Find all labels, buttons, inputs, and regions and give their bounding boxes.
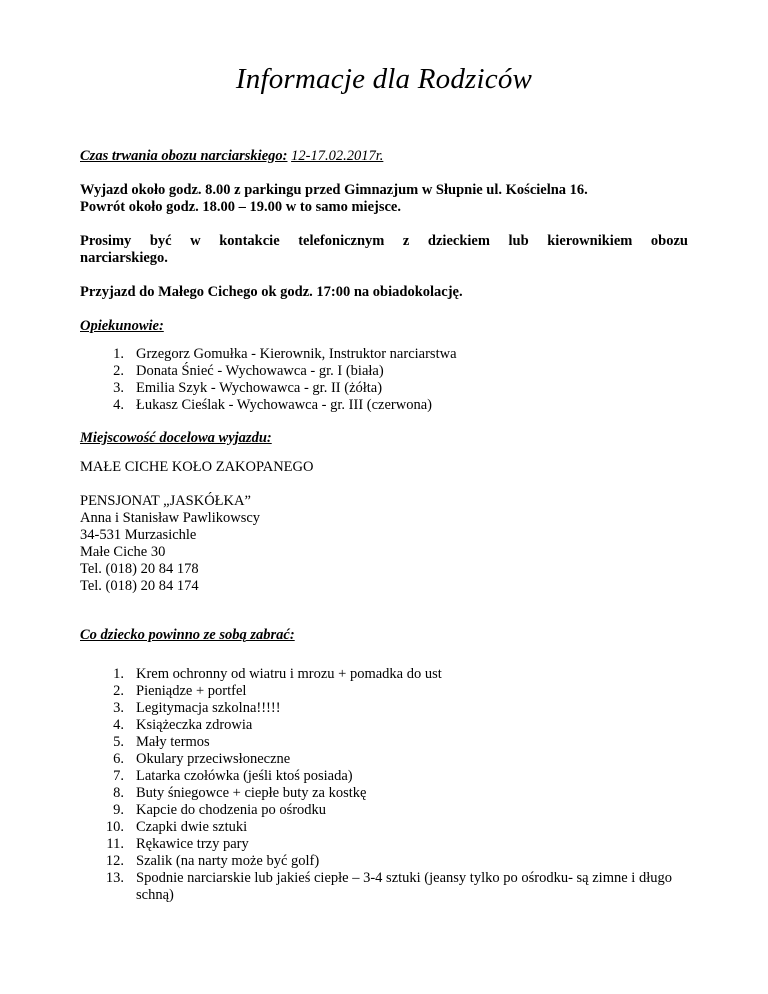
packing-item-text: Szalik (na narty może być golf) <box>136 853 320 869</box>
packing-item <box>80 683 688 700</box>
packing-list <box>80 666 688 904</box>
packing-item-text: Kapcie do chodzenia po ośrodku <box>136 802 327 818</box>
guardian-item-number: 4. <box>113 397 124 413</box>
contact-info <box>80 233 688 267</box>
packing-item-text: Buty śniegowce + ciepłe buty za kostkę <box>136 785 367 801</box>
packing-heading: Co dziecko powinno ze sobą zabrać: <box>80 627 295 643</box>
guardian-item-number: 2. <box>113 363 124 379</box>
packing-item <box>80 870 688 904</box>
address-line: Tel. (018) 20 84 178 <box>80 561 199 577</box>
packing-item-number: 1. <box>113 666 124 682</box>
packing-item-text: Krem ochronny od wiatru i mrozu + pomadka do ust <box>136 666 442 682</box>
packing-item <box>80 819 688 836</box>
destination-place: MAŁE CICHE KOŁO ZAKOPANEGO <box>80 459 314 475</box>
address-line: 34-531 Murzasichle <box>80 527 197 543</box>
packing-item <box>80 734 688 751</box>
packing-item-text: Spodnie narciarskie lub jakieś ciepłe – 3-4 sztuki (jeansy tylko po ośrodku- są zimne i długo schną) <box>136 870 672 903</box>
guardian-item-number: 3. <box>113 380 124 396</box>
packing-item-number: 11. <box>106 836 124 852</box>
guardians-list <box>80 346 688 414</box>
packing-item-text: Książeczka zdrowia <box>136 717 253 733</box>
duration-value: 12-17.02.2017r. <box>291 148 384 164</box>
address-line: Małe Ciche 30 <box>80 544 166 560</box>
guardian-item <box>80 363 688 380</box>
packing-item <box>80 751 688 768</box>
packing-item <box>80 836 688 853</box>
guardian-item-number: 1. <box>113 346 124 362</box>
arrival-info: Przyjazd do Małego Cichego ok godz. 17:00 na obiadokolację. <box>80 284 463 300</box>
guardian-item <box>80 380 688 397</box>
packing-item <box>80 853 688 870</box>
packing-item-number: 2. <box>113 683 124 699</box>
packing-item-text: Latarka czołówka (jeśli ktoś posiada) <box>136 768 353 784</box>
packing-item-text: Rękawice trzy pary <box>136 836 249 852</box>
packing-item-number: 6. <box>113 751 124 767</box>
guardian-item-text: Łukasz Cieślak - Wychowawca - gr. III (czerwona) <box>136 397 432 413</box>
packing-item-number: 4. <box>113 717 124 733</box>
guardians-heading: Opiekunowie: <box>80 318 164 334</box>
packing-item <box>80 700 688 717</box>
packing-item-number: 8. <box>113 785 124 801</box>
packing-item <box>80 785 688 802</box>
departure-info <box>80 182 688 216</box>
packing-item-number: 5. <box>113 734 124 750</box>
page-title: Informacje dla Rodziców <box>235 63 533 95</box>
return-line: Powrót około godz. 18.00 – 19.00 w to samo miejsce. <box>80 199 401 215</box>
guardian-item-text: Grzegorz Gomułka - Kierownik, Instruktor narciarstwa <box>136 346 457 362</box>
guardian-item <box>80 397 688 414</box>
packing-item-number: 13. <box>105 870 124 886</box>
address-line: Anna i Stanisław Pawlikowscy <box>80 510 261 526</box>
departure-line: Wyjazd około godz. 8.00 z parkingu przed Gimnazjum w Słupnie ul. Kościelna 16. <box>80 182 588 198</box>
guardian-item-text: Emilia Szyk - Wychowawca - gr. II (żółta) <box>136 380 383 396</box>
packing-item-number: 7. <box>113 768 124 784</box>
guardian-item <box>80 346 688 363</box>
contact-line-1: Prosimy być w kontakcie telefonicznym z dzieckiem lub kierownikiem obozu <box>80 233 688 249</box>
packing-item-number: 3. <box>113 700 124 716</box>
contact-line-2: narciarskiego. <box>80 250 168 266</box>
address-block <box>80 493 688 595</box>
packing-item <box>80 768 688 785</box>
packing-item <box>80 717 688 734</box>
address-line: PENSJONAT „JASKÓŁKA” <box>80 493 251 509</box>
address-line: Tel. (018) 20 84 174 <box>80 578 199 594</box>
destination-heading: Miejscowość docelowa wyjazdu: <box>80 430 272 446</box>
packing-item-text: Legitymacja szkolna!!!!! <box>136 700 281 716</box>
packing-item-number: 9. <box>113 802 124 818</box>
packing-item <box>80 666 688 683</box>
packing-item <box>80 802 688 819</box>
packing-item-number: 10. <box>105 819 124 835</box>
guardian-item-text: Donata Śnieć - Wychowawca - gr. I (biała) <box>136 363 384 379</box>
packing-item-number: 12. <box>105 853 124 869</box>
packing-item-text: Mały termos <box>136 734 210 750</box>
packing-item-text: Czapki dwie sztuki <box>136 819 248 835</box>
packing-item-text: Pieniądze + portfel <box>136 683 247 699</box>
duration-line <box>80 148 688 165</box>
duration-label: Czas trwania obozu narciarskiego: <box>80 148 288 164</box>
packing-item-text: Okulary przeciwsłoneczne <box>136 751 291 767</box>
